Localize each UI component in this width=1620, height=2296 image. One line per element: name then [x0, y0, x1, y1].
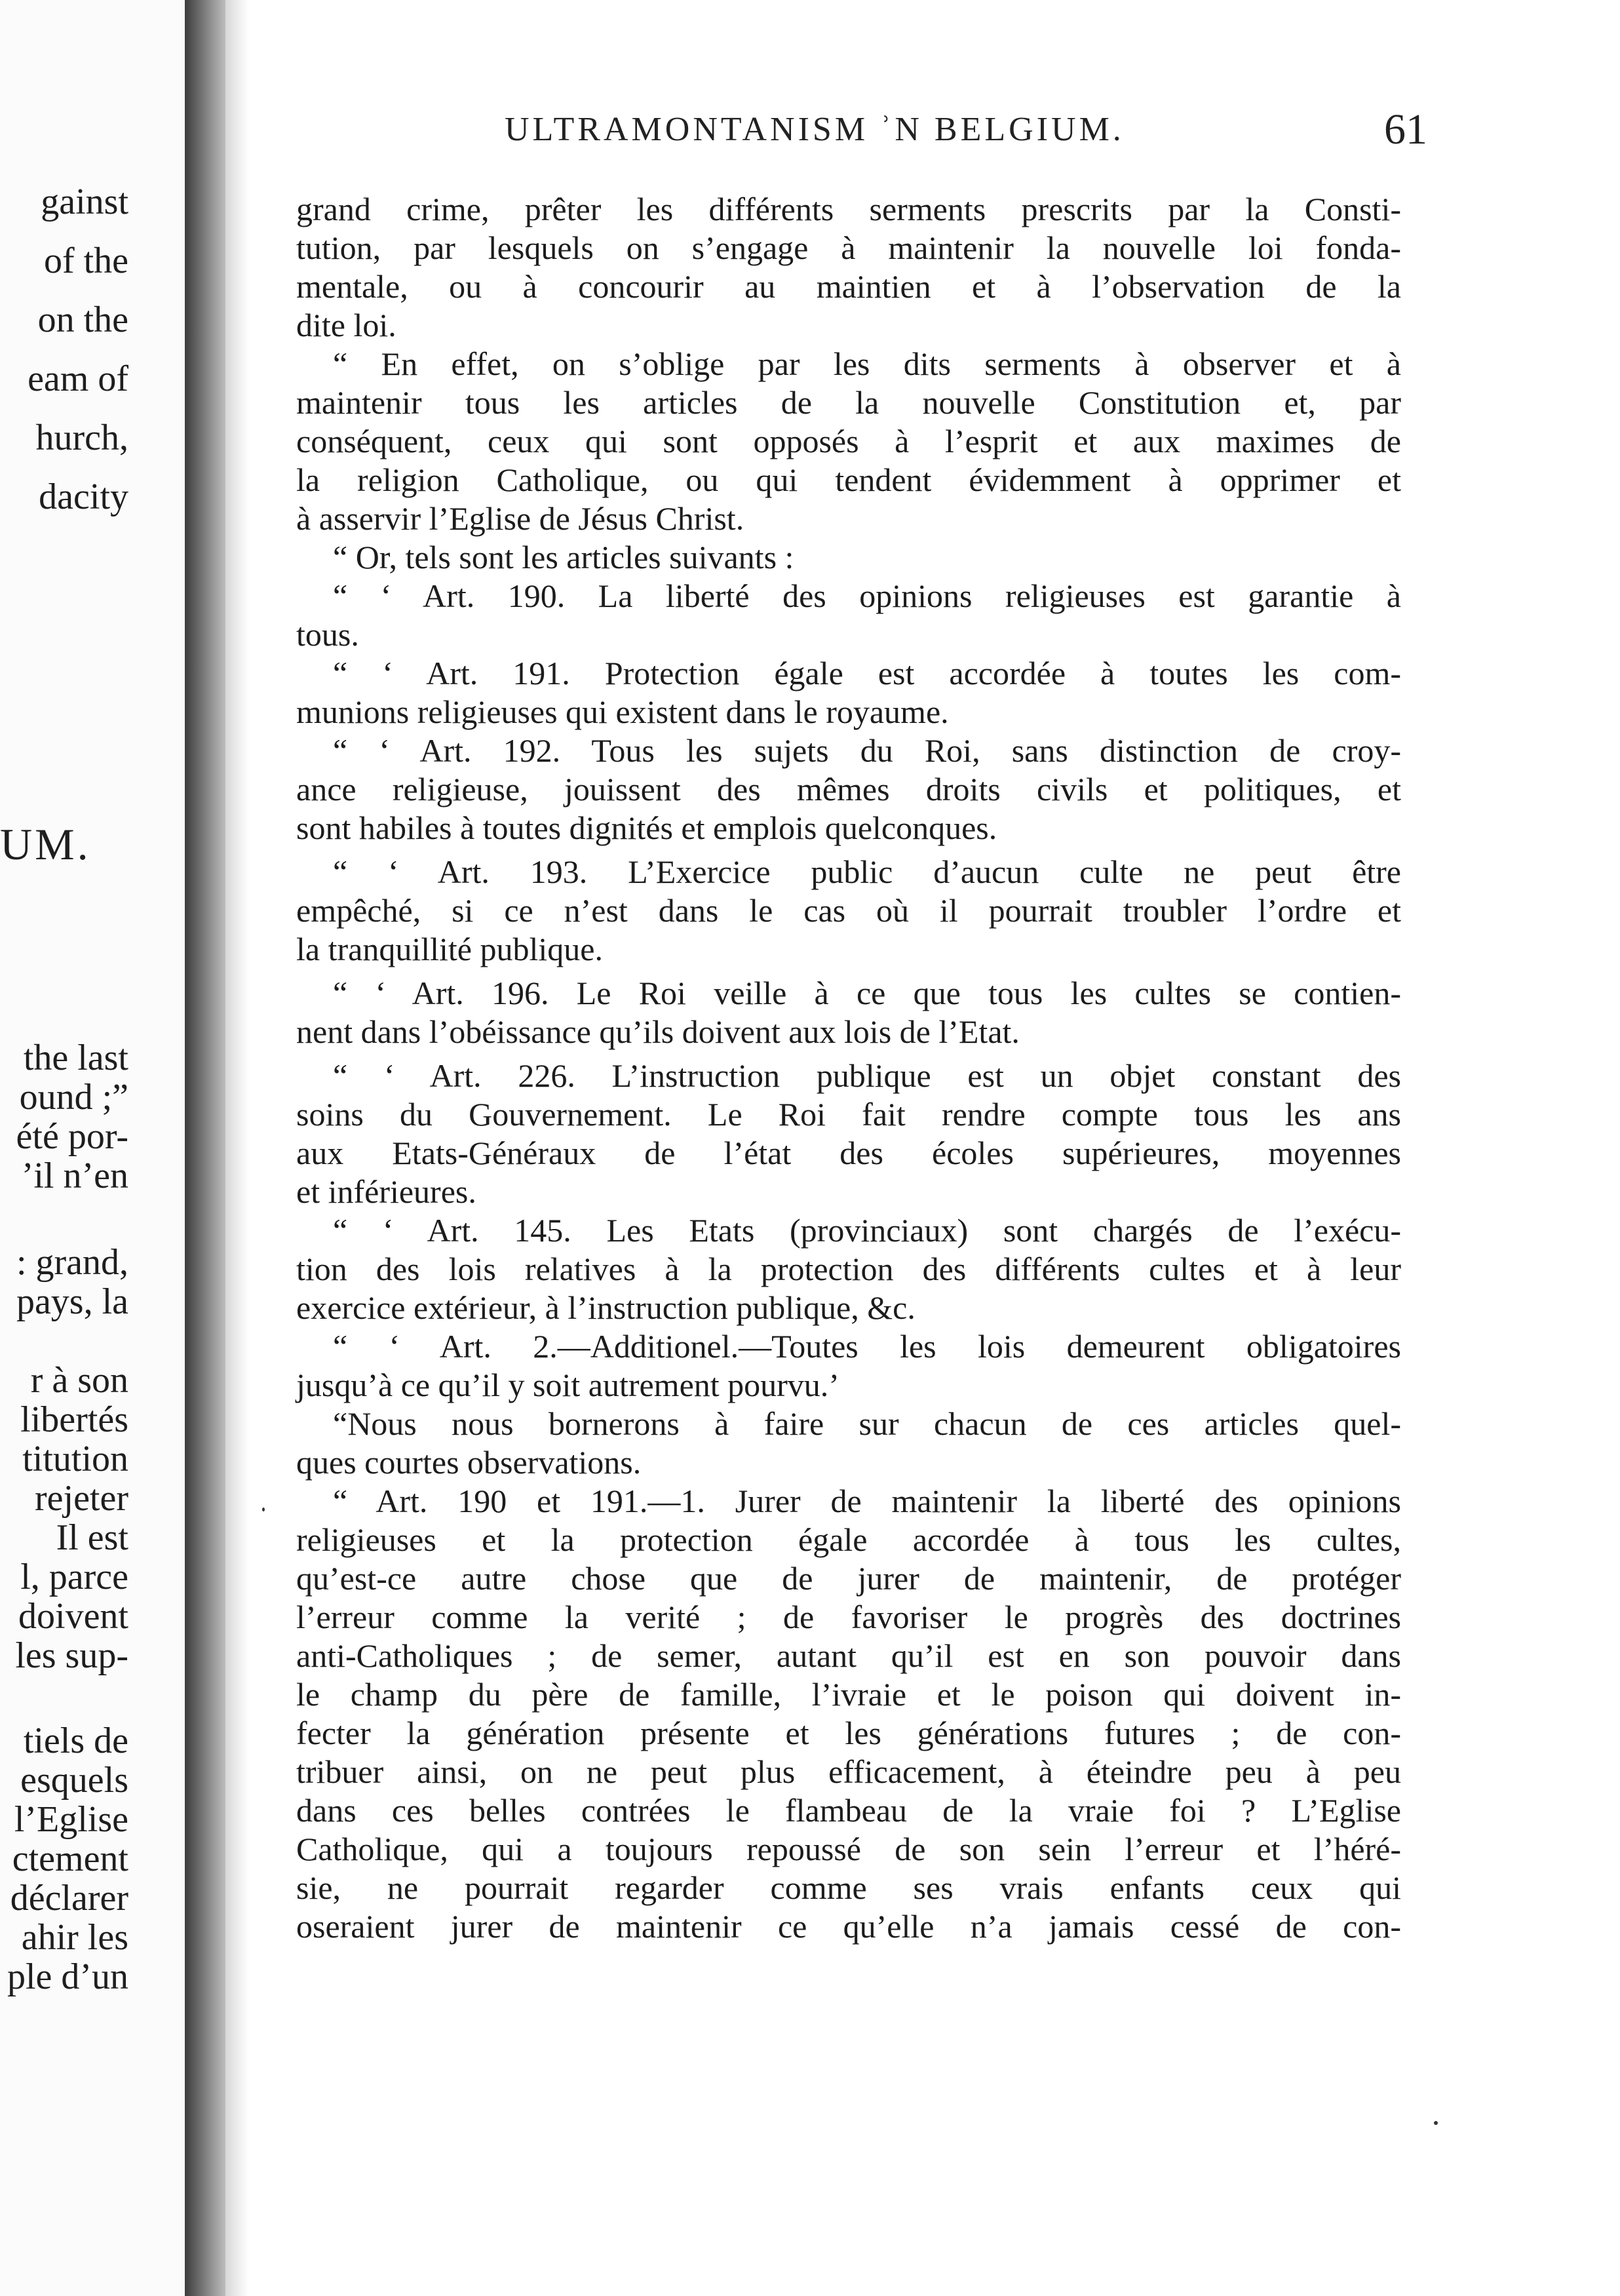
- left-page-fragment: rejeter: [35, 1478, 128, 1519]
- text-line: sont habiles à toutes dignités et emplois quelconques.: [296, 809, 997, 846]
- paragraph-gap: [296, 969, 1401, 974]
- text-line: dans ces belles contrées le flambeau de la vraie foi ? L’Eglise: [296, 1792, 1401, 1829]
- left-page-fragment: ahir les: [21, 1917, 128, 1958]
- left-page-fragment: r à son: [30, 1360, 128, 1401]
- text-line: grand crime, prêter les différents serments prescrits par la Consti-: [296, 191, 1401, 227]
- left-page-text-fragments: [0, 0, 185, 2296]
- left-page-fragment: déclarer: [10, 1878, 128, 1918]
- left-page-fragment: les sup-: [15, 1635, 128, 1676]
- text-line: sie, ne pourrait regarder comme ses vrais enfants ceux qui: [296, 1869, 1401, 1906]
- text-line: dite loi.: [296, 307, 396, 343]
- text-line: conséquent, ceux qui sont opposés à l’esprit et aux maximes de: [296, 423, 1401, 459]
- text-line: aux Etats-Généraux de l’état des écoles supérieures, moyennes: [296, 1135, 1401, 1171]
- page-header: [288, 105, 1427, 157]
- left-page-fragment: l’Eglise: [14, 1799, 128, 1840]
- left-page-fragment: hurch,: [35, 418, 128, 458]
- text-line: “ ‘ Art. 190. La liberté des opinions religieuses est garantie à: [333, 577, 1401, 614]
- text-line: munions religieuses qui existent dans le royaume.: [296, 693, 949, 730]
- left-page-fragment: esquels: [20, 1760, 128, 1800]
- left-page-fragment: UM.: [0, 819, 91, 869]
- left-page-fragment: dacity: [39, 477, 128, 517]
- left-page-fragment: titution: [22, 1439, 128, 1479]
- book-gutter: [185, 0, 225, 2296]
- text-line: exercice extérieur, à l’instruction publique, &c.: [296, 1289, 916, 1326]
- paper-speck: [1434, 2121, 1438, 2125]
- text-line: à asservir l’Eglise de Jésus Christ.: [296, 500, 744, 537]
- left-page-fragment: the last: [23, 1038, 128, 1078]
- left-page-fragment: doivent: [18, 1596, 128, 1637]
- left-page-fragment: ound ;”: [19, 1077, 128, 1118]
- text-line: “ ‘ Art. 226. L’instruction publique est un objet constant des: [333, 1057, 1401, 1094]
- text-line: soins du Gouvernement. Le Roi fait rendre compte tous les ans: [296, 1096, 1401, 1133]
- text-line: le champ du père de famille, l’ivraie et le poison qui doivent in-: [296, 1676, 1401, 1713]
- page-number: 61: [1384, 106, 1427, 153]
- text-line: religieuses et la protection égale accordée à tous les cultes,: [296, 1521, 1401, 1558]
- text-line: et inférieures.: [296, 1173, 476, 1210]
- body-text: [296, 190, 1401, 1946]
- text-line: la tranquillité publique.: [296, 931, 603, 967]
- text-line: anti-Catholiques ; de semer, autant qu’il est en son pouvoir dans: [296, 1637, 1401, 1674]
- left-page-fragment: tiels de: [23, 1721, 128, 1761]
- text-line: fecter la génération présente et les générations futures ; de con-: [296, 1715, 1401, 1751]
- text-line: “ En effet, on s’oblige par les dits serments à observer et à: [333, 345, 1401, 382]
- left-page-fragment: Il est: [56, 1517, 128, 1558]
- text-line: “ ‘ Art. 193. L’Exercice public d’aucun culte ne peut être: [333, 853, 1401, 890]
- text-line: qu’est-ce autre chose que de jurer de maintenir, de protéger: [296, 1560, 1401, 1597]
- text-line: maintenir tous les articles de la nouvelle Constitution et, par: [296, 384, 1401, 421]
- left-page-fragment: of the: [43, 241, 128, 281]
- left-page-fragment: l, parce: [20, 1557, 128, 1597]
- text-line: “ Art. 190 et 191.—1. Jurer de maintenir la liberté des opinions: [333, 1483, 1401, 1519]
- left-page-fragment: ple d’un: [7, 1956, 128, 1997]
- left-page-fragment: : grand,: [16, 1242, 128, 1283]
- text-line: l’erreur comme la verité ; de favoriser le progrès des doctrines: [296, 1599, 1401, 1635]
- text-line: ques courtes observations.: [296, 1444, 642, 1481]
- text-line: jusqu’à ce qu’il y soit autrement pourvu.’: [296, 1367, 839, 1403]
- left-page-fragment: gainst: [41, 182, 128, 222]
- text-line: “ ‘ Art. 196. Le Roi veille à ce que tous les cultes se contien-: [333, 975, 1401, 1011]
- left-page-fragment: ’il n’en: [21, 1156, 128, 1196]
- text-line: empêché, si ce n’est dans le cas où il pourrait troubler l’ordre et: [296, 892, 1401, 929]
- text-line: la religion Catholique, ou qui tendent évidemment à opprimer et: [296, 461, 1401, 498]
- text-line: “ Or, tels sont les articles suivants :: [333, 539, 794, 575]
- left-page-fragment: libertés: [20, 1399, 128, 1440]
- paragraph-gap: [296, 1051, 1401, 1057]
- left-page-fragment: été por-: [16, 1116, 128, 1157]
- left-page-fragment: on the: [37, 300, 128, 340]
- text-line: “Nous nous bornerons à faire sur chacun de ces articles quel-: [333, 1405, 1401, 1442]
- text-line: “ ‘ Art. 192. Tous les sujets du Roi, sans distinction de croy-: [333, 732, 1401, 769]
- text-line: Catholique, qui a toujours repoussé de son sein l’erreur et l’héré-: [296, 1831, 1401, 1867]
- left-facing-page: [0, 0, 185, 2296]
- text-line: tribuer ainsi, on ne peut plus efficacement, à éteindre peu à peu: [296, 1753, 1401, 1790]
- running-head: ULTRAMONTANISM ʾN BELGIUM.: [505, 111, 1125, 148]
- left-page-fragment: ctement: [12, 1839, 128, 1879]
- text-line: “ ‘ Art. 145. Les Etats (provinciaux) sont chargés de l’exécu-: [333, 1212, 1401, 1249]
- paper-speck: [262, 1508, 265, 1511]
- text-line: ance religieuse, jouissent des mêmes droits civils et politiques, et: [296, 771, 1401, 807]
- left-page-fragment: eam of: [28, 359, 128, 399]
- left-page-fragment: pays, la: [16, 1281, 128, 1322]
- text-line: tion des lois relatives à la protection des différents cultes et à leur: [296, 1251, 1401, 1287]
- text-line: mentale, ou à concourir au maintien et à l’observation de la: [296, 268, 1401, 305]
- text-line: tous.: [296, 616, 359, 653]
- text-line: nent dans l’obéissance qu’ils doivent aux lois de l’Etat.: [296, 1013, 1020, 1050]
- paragraph-gap: [296, 847, 1401, 853]
- text-line: tution, par lesquels on s’engage à maintenir la nouvelle loi fonda-: [296, 229, 1401, 266]
- text-line: oseraient jurer de maintenir ce qu’elle n’a jamais cessé de con-: [296, 1908, 1401, 1945]
- text-line: “ ‘ Art. 191. Protection égale est accordée à toutes les com-: [333, 655, 1401, 691]
- gutter-shadow: [225, 0, 249, 2296]
- text-line: “ ‘ Art. 2.—Additionel.—Toutes les lois demeurent obligatoires: [333, 1328, 1401, 1365]
